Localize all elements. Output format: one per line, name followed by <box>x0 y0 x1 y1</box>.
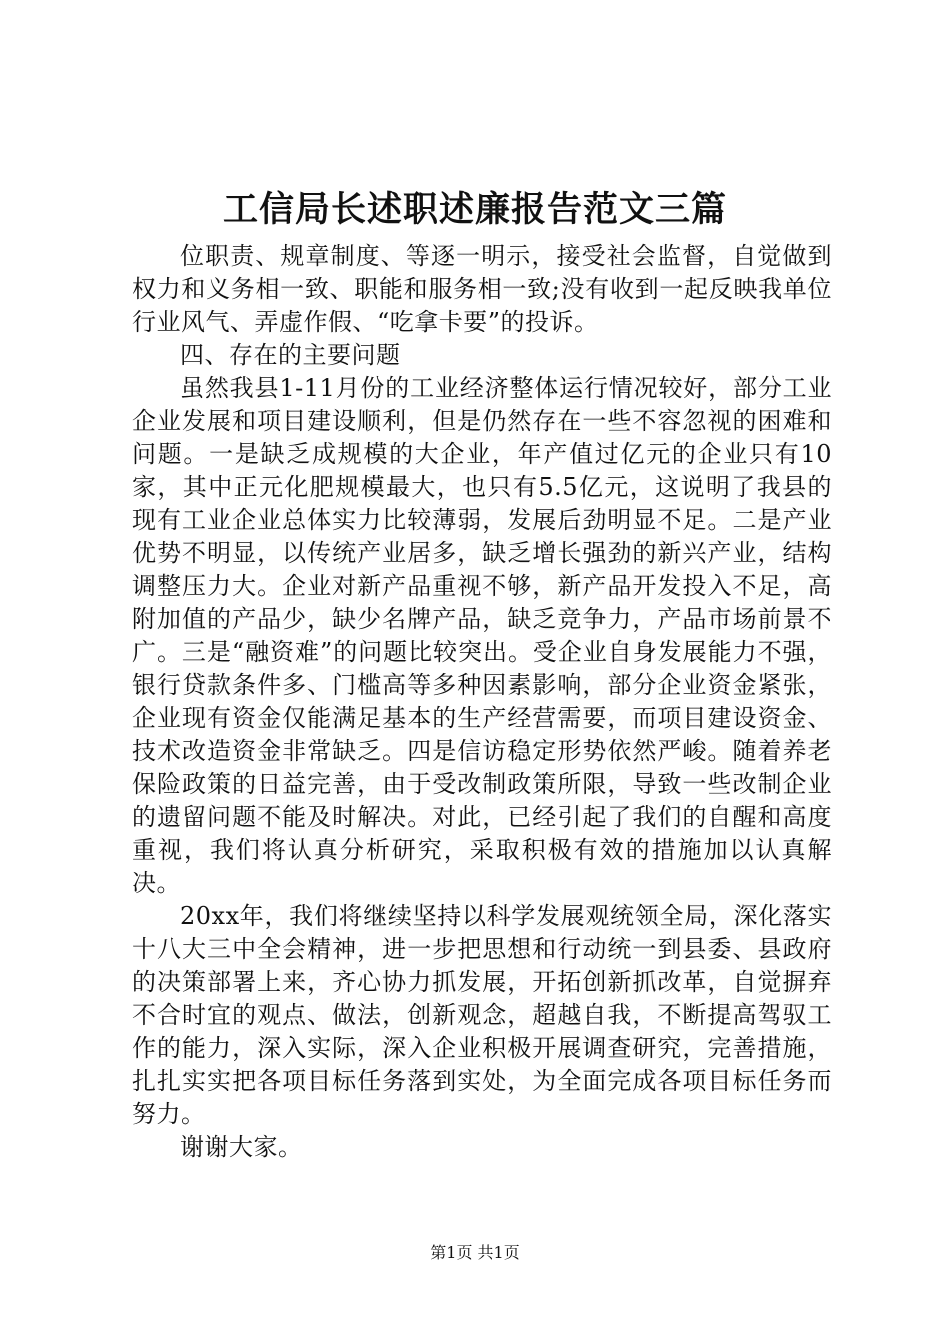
paragraph-closing: 谢谢大家。 <box>180 1133 303 1161</box>
document-title: 工信局长述职述廉报告范文三篇 <box>222 189 727 230</box>
document-body <box>132 240 832 1164</box>
paragraph-problems: 虽然我县1-11月份的工业经济整体运行情况较好，部分工业企业发展和项目建设顺利，但是仍然存在一些不容忽视的困难和问题。一是缺乏成规模的大企业，年产值过亿元的企业只有10家，其中正元化肥规模最大，也只有5.5亿元，这说明了我县的现有工业企业总体实力比较薄弱，发展后劲明显不足。二是产业优势不明显，以传统产业居多，缺乏增长强劲的新兴产业，结构调整压力大。企业对新产品重视不够，新产品开发投入不足，高附加值的产品少，缺少名牌产品，缺乏竞争力，产品市场前景不广。三是“融资难”的问题比较突出。受企业自身发展能力不强，银行贷款条件多、门槛高等多种因素影响，部分企业资金紧张，企业现有资金仅能满足基本的生产经营需要，而项目建设资金、技术改造资金非常缺乏。四是信访稳定形势依然严峻。随着养老保险政策的日益完善，由于受改制政策所限，导致一些改制企业的遗留问题不能及时解决。对此，已经引起了我们的自醒和高度重视，我们将认真分析研究，采取积极有效的措施加以认真解决。 <box>132 374 832 897</box>
section-heading-problems: 四、存在的主要问题 <box>180 341 401 369</box>
paragraph-plans: 20xx年，我们将继续坚持以科学发展观统领全局，深化落实十八大三中全会精神，进一步把思想和行动统一到县委、县政府的决策部署上来，齐心协力抓发展，开拓创新抓改革，自觉摒弃不合时宜的观点、做法，创新观念，超越自我，不断提高驾驭工作的能力，深入实际，深入企业积极开展调查研究，完善措施，扎扎实实把各项目标任务落到实处，为全面完成各项目标任务而努力。 <box>132 902 832 1128</box>
paragraph-duties-disclosure: 位职责、规章制度、等逐一明示，接受社会监督，自觉做到权力和义务相一致、职能和服务相一致;没有收到一起反映我单位行业风气、弄虚作假、“吃拿卡要”的投诉。 <box>132 242 832 336</box>
page-number-footer: 第1页 共1页 <box>430 1243 520 1262</box>
